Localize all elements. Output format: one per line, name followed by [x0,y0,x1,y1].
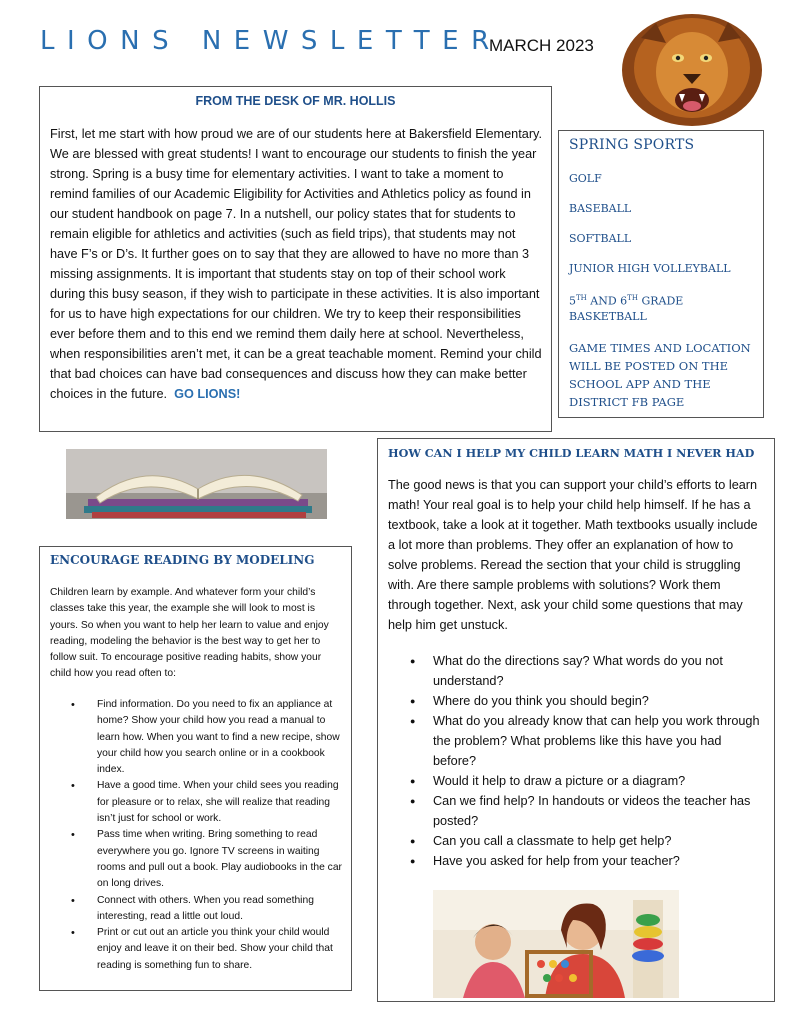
reading-tip: • Print or cut out an article you think your child would enjoy and leave it on their bed. Show your child that reading is something fun to share. [50,925,343,974]
sport-item: GOLF [569,172,602,185]
math-question: ● Can you call a classmate to help get help? [388,831,766,851]
reading-box [39,546,352,991]
spring-sports-box [558,130,764,418]
math-question: ● Would it help to draw a picture or a diagram? [388,771,766,791]
reading-tip: • Pass time when writing. Bring something to read everywhere you go. Ignore TV screens in waiting rooms and pull out a book. Play audiobooks in the car on long drives. [50,827,343,892]
principal-message-box [39,86,552,432]
sports-list [569,171,757,426]
reading-intro: Children learn by example. And whatever form your child’s classes take this year, the example she will look to most is yours. So when you want to help her learn to value and enjoy reading, modeling the behavior is the best way to get her to follow suit. To encourage positive reading habits, show your child how you read often to: [50,587,329,680]
math-questions-list [388,651,766,871]
sport-item: JUNIOR HIGH VOLLEYBALL [569,262,731,275]
sport-item: SOFTBALL [569,232,632,245]
reading-heading: ENCOURAGE READING BY MODELING [50,553,315,567]
issue-date: MARCH 2023 [489,36,594,55]
sports-notice: GAME TIMES AND LOCATION WILL BE POSTED ON THE SCHOOL APP AND THE DISTRICT FB PAGE [569,340,751,409]
sport-item-basketball: 5TH AND 6TH GRADE BASKETBALL [569,294,684,323]
sport-item: BASEBALL [569,202,632,215]
math-intro: The good news is that you can support your child’s efforts to learn math! Your real goal is to help your child help himself. If he has a textbook, take a look at it together. Math textbooks usually include a lot more than problems. They offer an explanation of how to solve problems. Reread the section that your child is struggling with. Are there sample problems with solutions? Work them through together. Next, ask your child some questions that may help him get unstuck. [388,478,758,632]
reading-tip: • Have a good time. When your child sees you reading for pleasure or to relax, she will realize that reading isn’t just for school or work. [50,778,343,827]
parent-child-photo [433,890,679,998]
newsletter-title: LIONS NEWSLETTER [40,26,502,56]
math-question: ● Can we find help? In handouts or videos the teacher has posted? [388,791,766,831]
math-question: ● What do you already know that can help you work through the problem? What problems like this have you had before? [388,711,766,771]
reading-tips-list [50,697,343,974]
principal-message [50,124,543,404]
reading-tip: • Find information. Do you need to fix an appliance at home? Show your child how you read a manual to learn how. When you want to find a new recipe, show your child how you search online or in a cookbook index. [50,697,343,778]
math-question: ● Where do you think you should begin? [388,691,766,711]
math-question: ● Have you asked for help from your teacher? [388,851,766,871]
sports-title: SPRING SPORTS [569,137,695,153]
lion-mascot-image [621,8,763,126]
math-heading: HOW CAN I HELP MY CHILD LEARN MATH I NEVER HAD [388,446,755,460]
principal-heading: FROM THE DESK OF MR. HOLLIS [195,94,396,108]
go-lions: GO LIONS! [174,387,241,401]
open-book-image [66,449,327,519]
principal-body: First, let me start with how proud we are of our students here at Bakersfield Elementary. We are blessed with great students! I want to encourage our students to finish the year strong. Spring is a busy time for elementary activities. I want to take a moment to remind families of our Academic Eligibility for Activities and Athletics policy as found in our student handbook on page 7. In a nutshell, our policy states that for students to remain eligible for athletics and activities (such as field trips), that students may not have F’s or D’s. It further goes on to say that they are allowed to have no more than 3 missing assignments. It is important that students stay on top of their school work during this busy season, if they wish to participate in these activities. It is also important for us to have high expectations for our children. We try to keep their responsibilities ever before them and to this end we remind them daily here at school. Nevertheless, when responsibilities aren’t met, it can be a great teachable moment. Remind your child that bad choices can have bad consequences and discuss how they can make better choices in the future. [50,127,542,401]
reading-tip: • Connect with others. When you read something interesting, read a little out loud. [50,893,343,926]
math-question: ● What do the directions say? What words do you not understand? [388,651,766,691]
